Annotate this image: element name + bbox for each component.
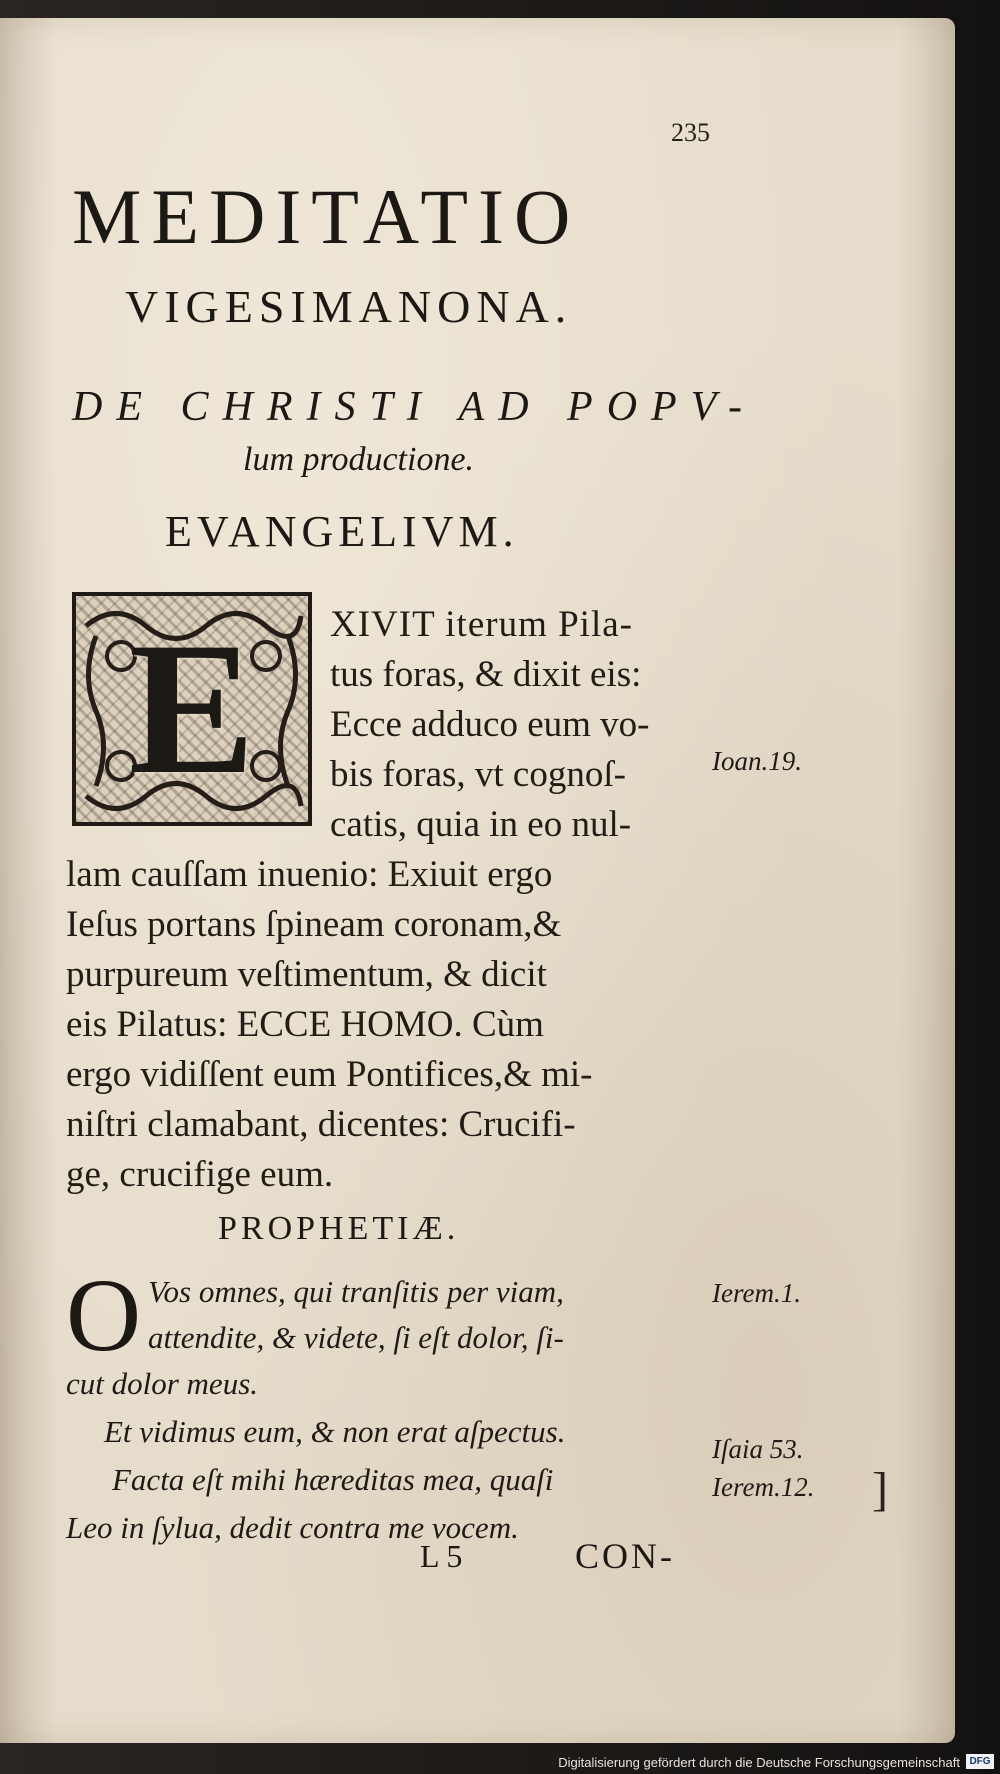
gospel-line: bis foras, vt cognoſ-: [330, 754, 626, 795]
gospel-line: niſtri clamabant, dicentes: Crucifi-: [66, 1104, 576, 1145]
title-line-1: MEDITATIO: [72, 173, 581, 260]
margin-note-prophecy: Ierem.1.: [712, 1278, 801, 1308]
signature-mark: L 5: [420, 1538, 463, 1574]
section-heading-evangelium: EVANGELIVM.: [165, 507, 519, 556]
catchword: CON-: [575, 1536, 675, 1576]
gospel-line: eis Pilatus: ECCE HOMO. Cùm: [66, 1004, 544, 1045]
prophecy-line: Et vidimus eum, & non erat aſpectus.: [104, 1414, 566, 1449]
gospel-line: ge, crucifige eum.: [66, 1154, 334, 1195]
initial-letter: E: [128, 604, 256, 814]
margin-bracket: ]: [872, 1463, 888, 1516]
subtitle-line-1: DE CHRISTI AD POPV-: [72, 384, 757, 430]
subtitle-line-2: lum productione.: [243, 441, 475, 478]
gospel-line: tus foras, & dixit eis:: [330, 654, 642, 695]
dfg-logo-icon: DFG: [966, 1754, 994, 1769]
prophecy-initial: O: [66, 1258, 142, 1373]
prophecy-line: cut dolor meus.: [66, 1366, 259, 1401]
digitization-credit: Digitalisierung gefördert durch die Deutsche Forschungsgemeinschaft: [558, 1755, 960, 1770]
page-number: 235: [671, 118, 710, 147]
book-page: [0, 18, 955, 1743]
gospel-line: ergo vidiſſent eum Pontifices,& mi-: [66, 1054, 593, 1095]
margin-note-gospel: Ioan.19.: [712, 746, 802, 776]
prophecy-line: Facta eſt mihi hæreditas mea, quaſi: [112, 1462, 554, 1497]
prophecy-line: attendite, & videte, ſi eſt dolor, ſi-: [148, 1320, 564, 1355]
prophecy-line: Leo in ſylua, dedit contra me vocem.: [66, 1510, 519, 1545]
gospel-line: catis, quia in eo nul-: [330, 804, 632, 845]
gospel-line: Ieſus portans ſpineam coronam,&: [66, 904, 562, 945]
prophecy-line: Vos omnes, qui tranſitis per viam,: [148, 1274, 564, 1309]
margin-note-prophecy: Ierem.12.: [712, 1472, 815, 1502]
title-line-2: VIGESIMANONA.: [125, 281, 573, 332]
section-heading-prophetiae: PROPHETIÆ.: [218, 1210, 460, 1247]
decorated-initial: [72, 592, 312, 826]
gospel-line: lam cauſſam inuenio: Exiuit ergo: [66, 854, 553, 895]
gospel-line: Ecce adduco eum vo-: [330, 704, 650, 745]
gospel-line: XIVIT iterum Pila-: [330, 604, 633, 645]
gospel-line: purpureum veſtimentum, & dicit: [66, 954, 547, 995]
margin-note-prophecy: Iſaia 53.: [712, 1434, 804, 1464]
